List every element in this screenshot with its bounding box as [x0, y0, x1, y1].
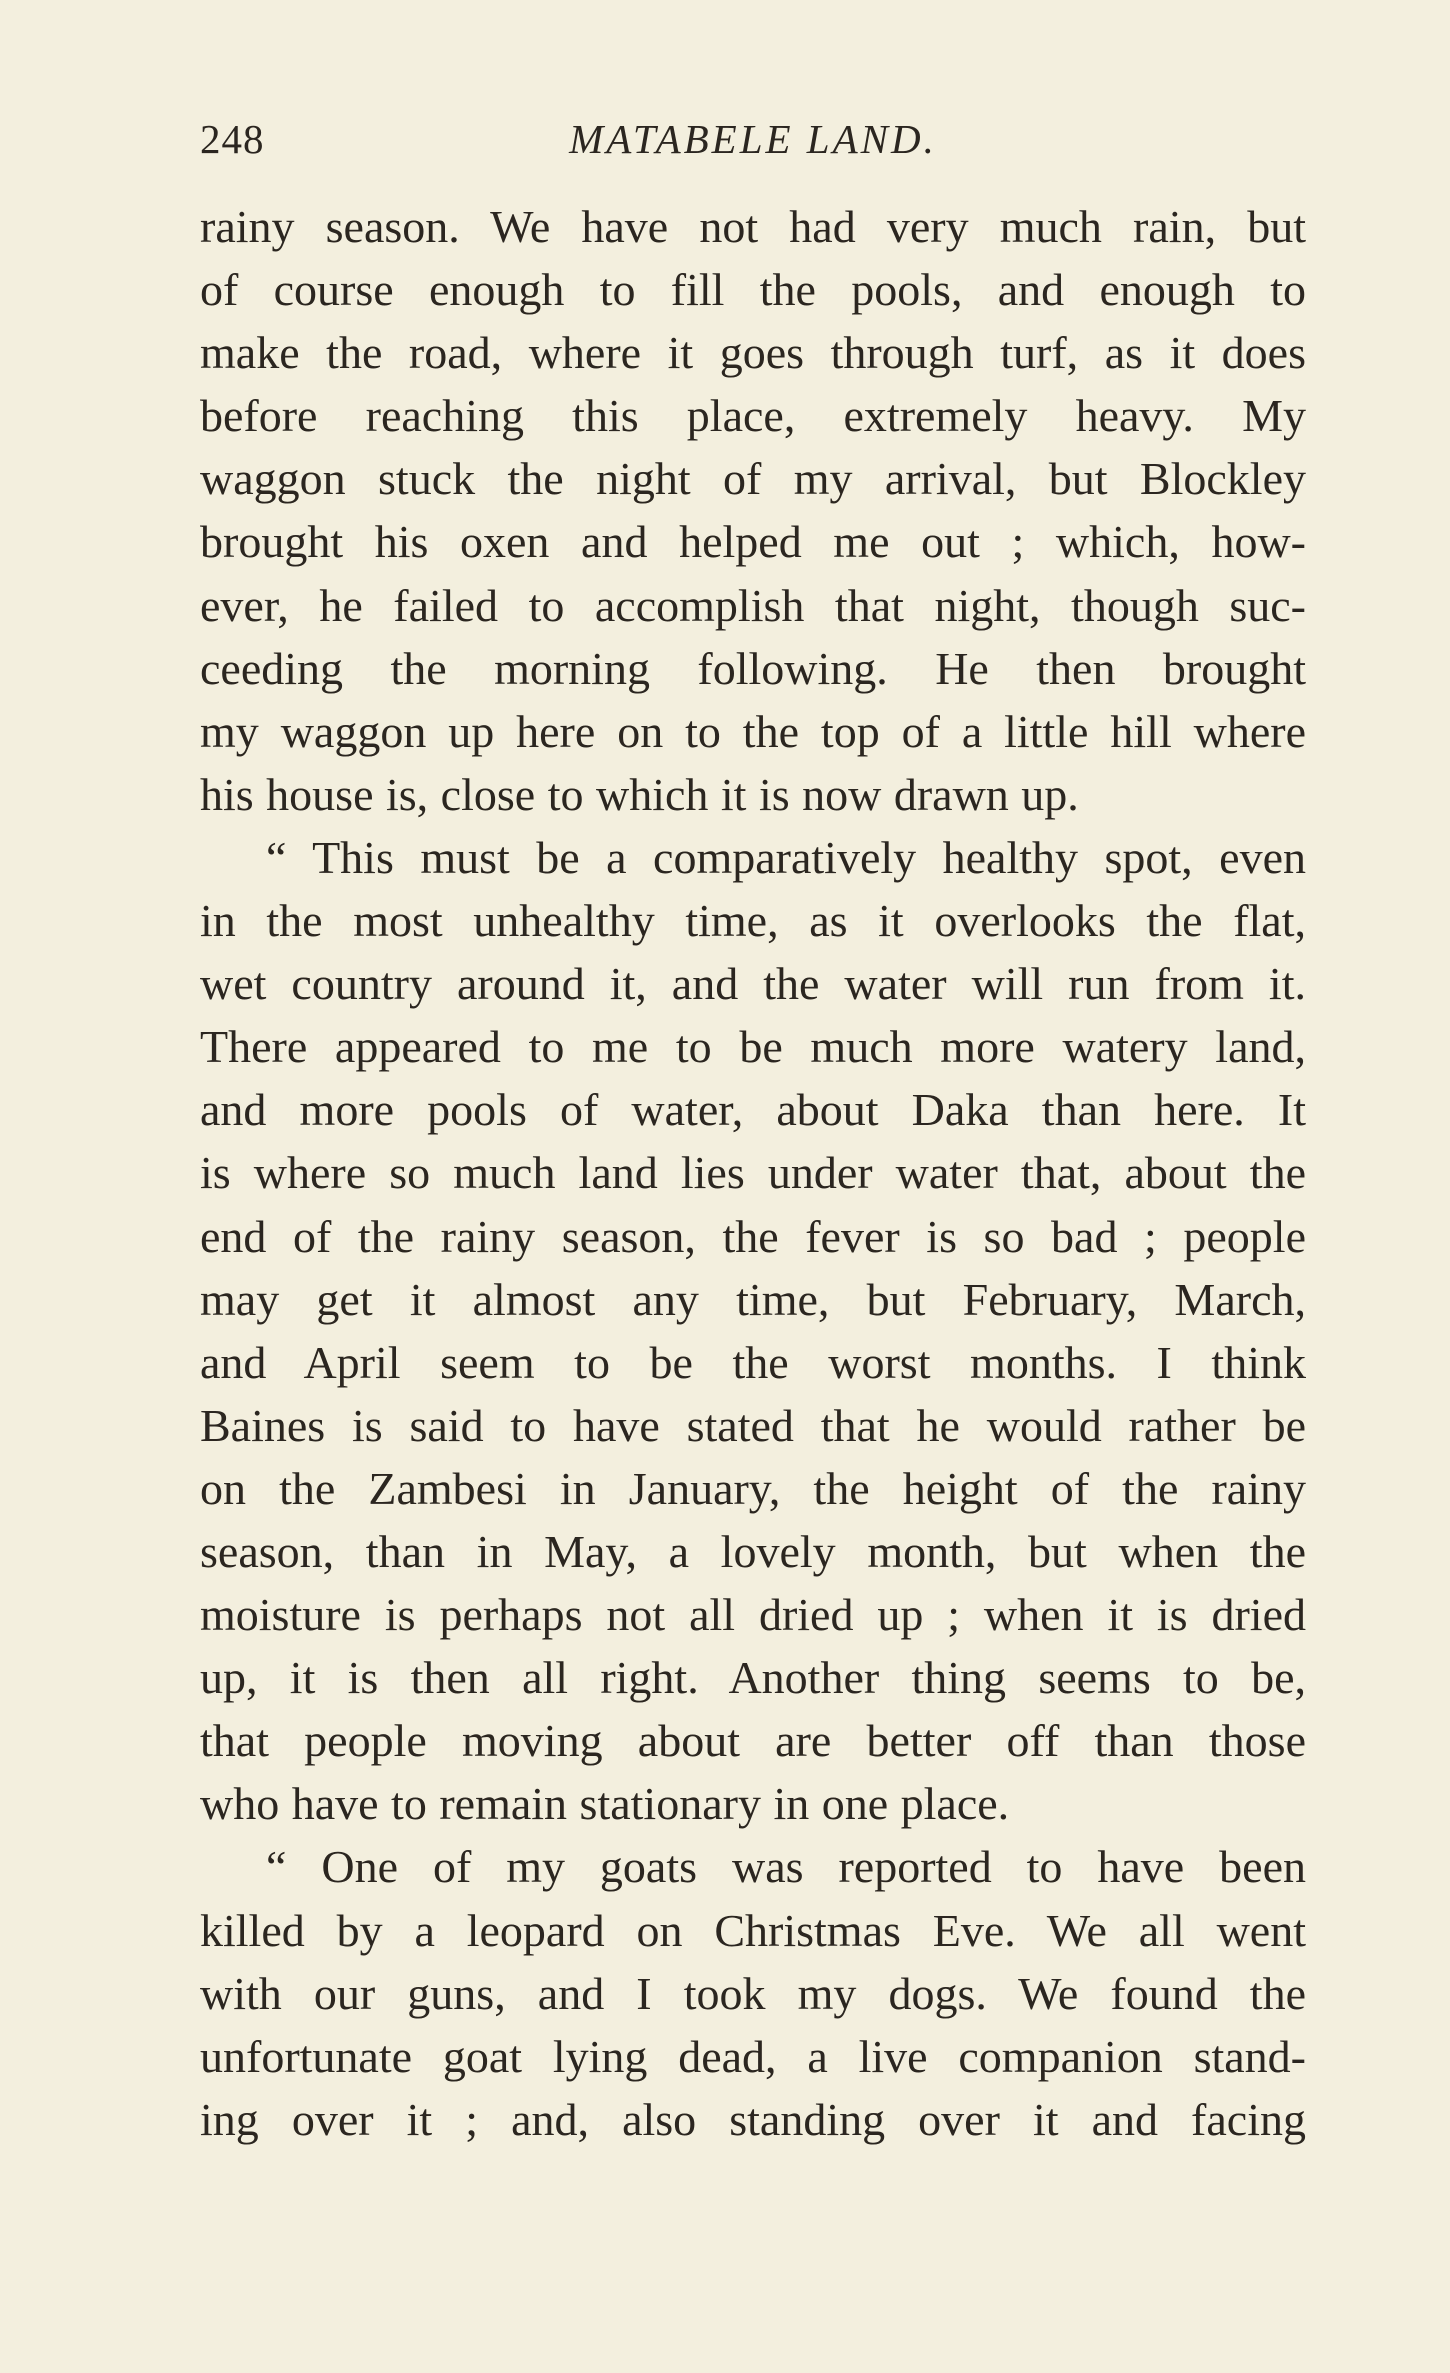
text-line: may get it almost any time, but February, March, [200, 1273, 1306, 1325]
text-line: waggon stuck the night of my arrival, but Blockley [200, 453, 1306, 505]
text-line: on the Zambesi in January, the height of the rainy [200, 1462, 1306, 1514]
text-line: is where so much land lies under water that, about the [200, 1147, 1306, 1199]
text-line: and April seem to be the worst months. I think [200, 1336, 1306, 1388]
text-line: moisture is perhaps not all dried up ; when it is dried [200, 1589, 1306, 1641]
running-head [200, 112, 1306, 166]
text-line: ing over it ; and, also standing over it and facing [200, 2093, 1306, 2145]
text-line: of course enough to fill the pools, and enough to [200, 264, 1306, 316]
body-text [200, 195, 1306, 2151]
text-line: ceeding the morning following. He then brought [200, 642, 1306, 694]
text-line: his house is, close to which it is now drawn up. [200, 768, 1079, 820]
text-line: who have to remain stationary in one place. [200, 1778, 1010, 1830]
text-line: make the road, where it goes through turf, as it does [200, 327, 1306, 379]
text-line: There appeared to me to be much more watery land, [200, 1021, 1306, 1073]
running-title: MATABELE LAND. [569, 116, 937, 162]
text-line: my waggon up here on to the top of a little hill where [200, 705, 1306, 757]
text-line: season, than in May, a lovely month, but when the [200, 1525, 1306, 1577]
text-line: and more pools of water, about Daka than here. It [200, 1084, 1306, 1136]
text-line: that people moving about are better off than those [200, 1715, 1306, 1767]
text-line: rainy season. We have not had very much rain, but [200, 201, 1306, 252]
text-line: Baines is said to have stated that he would rather be [200, 1399, 1306, 1451]
text-line: brought his oxen and helped me out ; which, how- [200, 516, 1306, 568]
text-line: up, it is then all right. Another thing seems to be, [200, 1652, 1306, 1704]
text-line: “ One of my goats was reported to have been [266, 1841, 1306, 1893]
text-line: “ This must be a comparatively healthy spot, even [266, 831, 1306, 883]
text-line: before reaching this place, extremely heavy. My [200, 390, 1306, 442]
text-line: with our guns, and I took my dogs. We found the [200, 1967, 1306, 2019]
text-line: ever, he failed to accomplish that night, though suc- [200, 579, 1306, 631]
text-line: killed by a leopard on Christmas Eve. We all went [200, 1904, 1306, 1956]
text-line: wet country around it, and the water will run from it. [200, 958, 1306, 1010]
text-line: in the most unhealthy time, as it overlooks the flat, [200, 895, 1306, 947]
text-line: unfortunate goat lying dead, a live companion stand- [200, 2030, 1306, 2082]
page-number: 248 [200, 116, 265, 162]
text-line: end of the rainy season, the fever is so bad ; people [200, 1210, 1306, 1262]
